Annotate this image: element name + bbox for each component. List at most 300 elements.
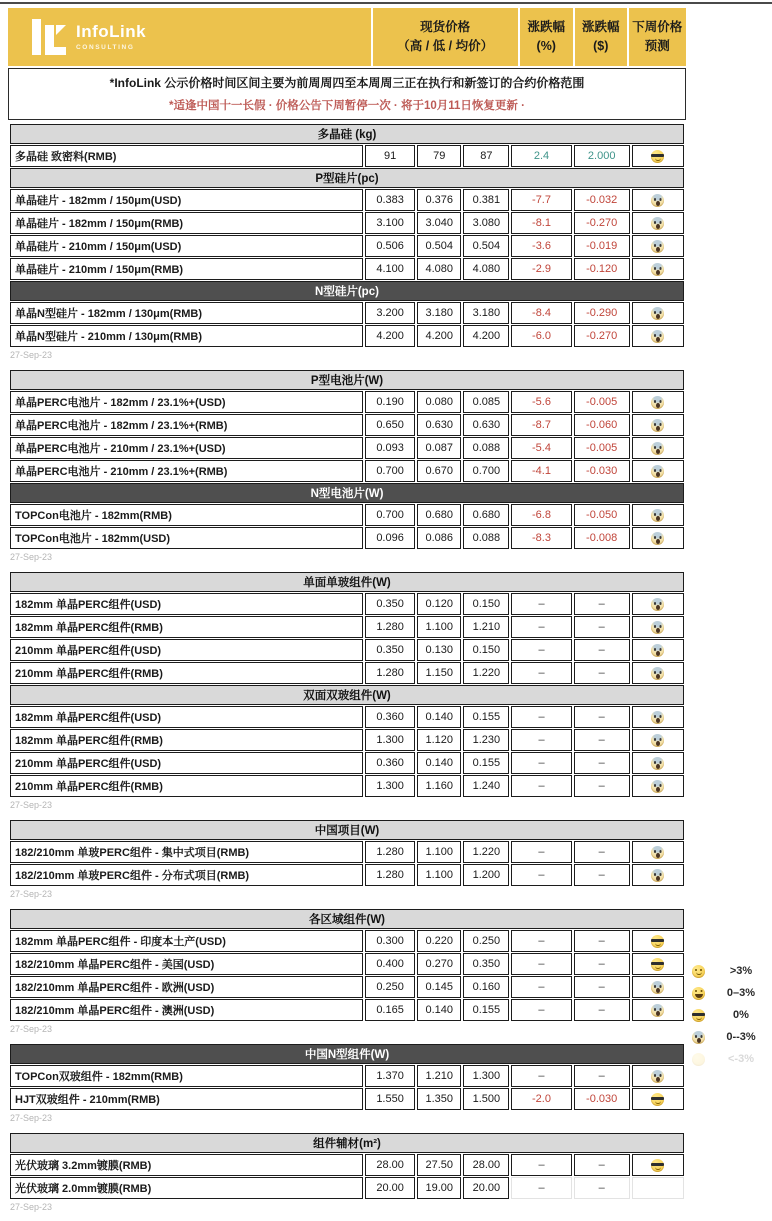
change-pct: 2.4 [511,145,571,167]
table-row [10,414,684,436]
change-pct: – [511,616,571,638]
table-row [10,775,684,797]
scream-emoji [651,532,664,545]
change-usd: -0.120 [574,258,630,280]
forecast-cell [632,258,684,280]
forecast-cell [632,414,684,436]
price-high: 91 [365,145,415,167]
change-usd: – [574,662,630,684]
change-usd: – [574,953,630,975]
table-row [10,706,684,728]
product-label: 182/210mm 单晶PERC组件 - 澳洲(USD) [10,999,363,1021]
price-avg: 0.088 [463,437,509,459]
change-usd: -0.005 [574,437,630,459]
change-pct: – [511,729,571,751]
price-avg: 0.680 [463,504,509,526]
forecast-cell [632,1088,684,1110]
scream-emoji [651,981,664,994]
change-pct: -2.9 [511,258,571,280]
price-high: 0.383 [365,189,415,211]
price-low: 0.145 [417,976,461,998]
change-pct: – [511,775,571,797]
scream-emoji [692,1031,705,1044]
change-usd: -0.030 [574,1088,630,1110]
table-row [10,593,684,615]
price-high: 1.550 [365,1088,415,1110]
change-usd: – [574,616,630,638]
product-label: 182mm 单晶PERC组件 - 印度本土产(USD) [10,930,363,952]
price-block [8,908,686,1022]
table-row [10,527,684,549]
block-date: 27-Sep-23 [10,1113,53,1123]
price-avg: 3.180 [463,302,509,324]
product-label: 单晶PERC电池片 - 182mm / 23.1%+(RMB) [10,414,363,436]
top-divider [0,2,772,4]
change-usd: – [574,706,630,728]
price-avg: 0.085 [463,391,509,413]
price-high: 3.100 [365,212,415,234]
change-pct: – [511,1065,571,1087]
price-block [8,369,686,550]
forecast-cell [632,212,684,234]
table-row [10,437,684,459]
product-label: HJT双玻组件 - 210mm(RMB) [10,1088,363,1110]
scream-emoji [651,509,664,522]
price-low: 0.140 [417,999,461,1021]
change-usd: -0.005 [574,391,630,413]
price-high: 0.400 [365,953,415,975]
table-row [10,864,684,886]
table-row [10,460,684,482]
product-label: 单晶N型硅片 - 210mm / 130μm(RMB) [10,325,363,347]
forecast-cell [632,729,684,751]
change-usd: – [574,593,630,615]
product-label: 多晶硅 致密料(RMB) [10,145,363,167]
legend-item [692,1026,761,1048]
block-date: 27-Sep-23 [10,800,53,810]
forecast-cell [632,325,684,347]
legend-label: <-3% [728,1053,754,1065]
table-row [10,639,684,661]
price-high: 0.093 [365,437,415,459]
price-block [8,819,686,887]
price-high: 0.190 [365,391,415,413]
price-high: 3.200 [365,302,415,324]
section-header-row [10,572,684,592]
product-label: 单晶硅片 - 182mm / 150μm(RMB) [10,212,363,234]
section-header-row [10,124,684,144]
price-high: 4.200 [365,325,415,347]
section-header: P型硅片(pc) [10,168,684,188]
table-row [10,953,684,975]
section-header: 单面单玻组件(W) [10,572,684,592]
section-header-row [10,483,684,503]
col-spot-line1: 现货价格 [420,19,471,34]
change-pct: – [511,639,571,661]
price-avg: 3.080 [463,212,509,234]
price-high: 0.300 [365,930,415,952]
change-usd: – [574,841,630,863]
grin-emoji [692,987,705,1000]
block-date: 27-Sep-23 [10,552,53,562]
cool-emoji [651,958,664,971]
section-header: 多晶硅 (kg) [10,124,684,144]
change-pct: – [511,864,571,886]
product-label: 182mm 单晶PERC组件(USD) [10,593,363,615]
logo-cell [8,8,371,66]
product-label: 182/210mm 单晶PERC组件 - 美国(USD) [10,953,363,975]
change-pct: -8.1 [511,212,571,234]
product-label: 光伏玻璃 2.0mm镀膜(RMB) [10,1177,363,1199]
product-label: 210mm 单晶PERC组件(USD) [10,639,363,661]
price-avg: 0.160 [463,976,509,998]
block-date: 27-Sep-23 [10,889,53,899]
faded-emoji [692,1053,705,1066]
scream-emoji [651,780,664,793]
price-block [8,1132,686,1200]
col-fc-line1: 下周价格 [632,19,683,34]
scream-emoji [651,621,664,634]
change-usd: -0.050 [574,504,630,526]
price-low: 1.100 [417,841,461,863]
price-avg: 0.504 [463,235,509,257]
change-usd: – [574,639,630,661]
price-low: 3.180 [417,302,461,324]
forecast-cell [632,930,684,952]
price-avg: 0.155 [463,999,509,1021]
change-pct: – [511,930,571,952]
product-label: 182/210mm 单玻PERC组件 - 集中式项目(RMB) [10,841,363,863]
cool-emoji [651,1093,664,1106]
legend-label: >3% [729,965,753,977]
price-high: 0.700 [365,504,415,526]
price-avg: 0.700 [463,460,509,482]
scream-emoji [651,846,664,859]
legend-item [692,960,761,982]
forecast-legend [692,960,761,1070]
section-header: P型电池片(W) [10,370,684,390]
product-label: TOPCon双玻组件 - 182mm(RMB) [10,1065,363,1087]
product-label: 182mm 单晶PERC组件(RMB) [10,616,363,638]
forecast-cell [632,460,684,482]
forecast-cell [632,999,684,1021]
legend-label: 0–3% [726,987,756,999]
price-high: 0.096 [365,527,415,549]
legend-item [692,1048,761,1070]
product-label: 210mm 单晶PERC组件(RMB) [10,662,363,684]
product-label: 210mm 单晶PERC组件(USD) [10,752,363,774]
price-low: 0.130 [417,639,461,661]
scream-emoji [651,644,664,657]
smile-emoji [692,965,705,978]
brand-header [8,8,686,66]
block-date: 27-Sep-23 [10,350,53,360]
price-low: 19.00 [417,1177,461,1199]
product-label: 单晶PERC电池片 - 210mm / 23.1%+(RMB) [10,460,363,482]
price-avg: 1.300 [463,1065,509,1087]
price-low: 27.50 [417,1154,461,1176]
price-block [8,571,686,798]
table-row [10,1088,684,1110]
table-row [10,1154,684,1176]
table-row [10,1177,684,1199]
table-row [10,235,684,257]
scream-emoji [651,667,664,680]
change-pct: -8.3 [511,527,571,549]
scream-emoji [651,217,664,230]
scream-emoji [651,330,664,343]
price-low: 0.504 [417,235,461,257]
change-usd: – [574,1065,630,1087]
price-high: 1.300 [365,729,415,751]
price-avg: 0.250 [463,930,509,952]
product-label: 单晶硅片 - 210mm / 150μm(RMB) [10,258,363,280]
product-label: 单晶PERC电池片 - 210mm / 23.1%+(USD) [10,437,363,459]
forecast-cell [632,775,684,797]
change-pct: – [511,999,571,1021]
price-low: 1.100 [417,616,461,638]
price-table [8,123,686,1211]
table-row [10,212,684,234]
price-avg: 4.080 [463,258,509,280]
section-header: N型硅片(pc) [10,281,684,301]
column-header-change-pct [520,8,574,66]
price-avg: 20.00 [463,1177,509,1199]
price-high: 4.100 [365,258,415,280]
price-high: 0.360 [365,752,415,774]
product-label: 光伏玻璃 3.2mm镀膜(RMB) [10,1154,363,1176]
section-header: 双面双玻组件(W) [10,685,684,705]
scream-emoji [651,869,664,882]
forecast-cell [632,662,684,684]
scream-emoji [651,240,664,253]
column-header-spot-price [373,8,518,66]
forecast-cell [632,189,684,211]
change-pct: -4.1 [511,460,571,482]
col-pct-line1: 涨跌幅 [527,19,566,34]
section-header-row [10,168,684,188]
price-high: 0.165 [365,999,415,1021]
price-low: 0.670 [417,460,461,482]
price-low: 0.140 [417,706,461,728]
brand-name: InfoLink [76,22,147,42]
brand-subtitle: CONSULTING [76,43,135,51]
price-low: 0.220 [417,930,461,952]
price-high: 0.350 [365,593,415,615]
change-pct: – [511,662,571,684]
change-usd: – [574,752,630,774]
change-usd: – [574,729,630,751]
legend-label: 0% [733,1009,749,1021]
price-high: 0.250 [365,976,415,998]
price-avg: 0.350 [463,953,509,975]
change-pct: -3.6 [511,235,571,257]
table-row [10,302,684,324]
change-usd: -0.290 [574,302,630,324]
price-low: 0.270 [417,953,461,975]
scream-emoji [651,396,664,409]
scream-emoji [651,598,664,611]
forecast-cell [632,706,684,728]
change-pct: -6.8 [511,504,571,526]
change-pct: – [511,593,571,615]
change-pct: -5.4 [511,437,571,459]
change-pct: -2.0 [511,1088,571,1110]
change-pct: -5.6 [511,391,571,413]
forecast-cell [632,841,684,863]
price-report [8,8,686,1221]
scream-emoji [651,194,664,207]
price-low: 0.140 [417,752,461,774]
product-label: 单晶硅片 - 182mm / 150μm(USD) [10,189,363,211]
table-row [10,976,684,998]
scream-emoji [651,263,664,276]
change-usd: -0.019 [574,235,630,257]
table-row [10,504,684,526]
legend-item [692,1004,761,1026]
table-row [10,1065,684,1087]
change-pct: – [511,841,571,863]
forecast-cell [632,1177,684,1199]
section-header: 组件辅材(m²) [10,1133,684,1153]
block-date: 27-Sep-23 [10,1202,53,1212]
price-avg: 0.630 [463,414,509,436]
section-header: N型电池片(W) [10,483,684,503]
price-avg: 1.210 [463,616,509,638]
forecast-cell [632,527,684,549]
table-row [10,145,684,167]
change-usd: -0.270 [574,212,630,234]
price-block [8,123,686,348]
column-header-change-usd [575,8,627,66]
price-avg: 1.230 [463,729,509,751]
legend-label: 0--3% [726,1031,756,1043]
forecast-cell [632,302,684,324]
price-avg: 0.155 [463,752,509,774]
price-avg: 1.220 [463,841,509,863]
change-usd: – [574,930,630,952]
table-row [10,999,684,1021]
section-header-row [10,820,684,840]
brand-text [76,23,146,51]
forecast-cell [632,145,684,167]
product-label: 单晶硅片 - 210mm / 150μm(USD) [10,235,363,257]
price-low: 1.160 [417,775,461,797]
change-usd: -0.030 [574,460,630,482]
change-pct: – [511,752,571,774]
product-label: 210mm 单晶PERC组件(RMB) [10,775,363,797]
price-low: 0.086 [417,527,461,549]
section-header-row [10,1133,684,1153]
table-row [10,729,684,751]
scream-emoji [651,734,664,747]
price-high: 0.650 [365,414,415,436]
product-label: 182mm 单晶PERC组件(RMB) [10,729,363,751]
section-header: 中国项目(W) [10,820,684,840]
column-header-forecast [629,8,686,66]
product-label: 182/210mm 单玻PERC组件 - 分布式项目(RMB) [10,864,363,886]
section-header: 各区域组件(W) [10,909,684,929]
cool-emoji [651,935,664,948]
price-high: 1.280 [365,864,415,886]
table-row [10,258,684,280]
scream-emoji [651,307,664,320]
price-low: 4.200 [417,325,461,347]
price-high: 0.350 [365,639,415,661]
change-usd: -0.060 [574,414,630,436]
price-avg: 0.088 [463,527,509,549]
price-low: 1.350 [417,1088,461,1110]
scream-emoji [651,465,664,478]
change-usd: -0.032 [574,189,630,211]
price-low: 0.080 [417,391,461,413]
cool-emoji [692,1009,705,1022]
forecast-cell [632,1154,684,1176]
price-avg: 0.150 [463,593,509,615]
scream-emoji [651,757,664,770]
section-header-row [10,1044,684,1064]
section-header-row [10,281,684,301]
col-spot-line2: （高 / 低 / 均价） [397,39,494,53]
change-usd: – [574,999,630,1021]
product-label: TOPCon电池片 - 182mm(USD) [10,527,363,549]
change-usd: – [574,1177,630,1199]
price-low: 3.040 [417,212,461,234]
forecast-cell [632,1065,684,1087]
table-row [10,616,684,638]
table-row [10,930,684,952]
price-high: 0.700 [365,460,415,482]
product-label: 单晶N型硅片 - 182mm / 130μm(RMB) [10,302,363,324]
notice-box [8,68,686,120]
price-avg: 0.155 [463,706,509,728]
price-avg: 4.200 [463,325,509,347]
scream-emoji [651,419,664,432]
block-date: 27-Sep-23 [10,1024,53,1034]
price-high: 1.280 [365,841,415,863]
change-usd: – [574,864,630,886]
price-avg: 28.00 [463,1154,509,1176]
cool-emoji [651,1159,664,1172]
section-header-row [10,909,684,929]
price-low: 1.150 [417,662,461,684]
price-high: 28.00 [365,1154,415,1176]
col-usd-line2: ($) [593,39,609,53]
forecast-cell [632,504,684,526]
forecast-cell [632,953,684,975]
section-header-row [10,685,684,705]
legend-item [692,982,761,1004]
notice-price-range: *InfoLink 公示价格时间区间主要为前周周四至本周周三正在执行和新签订的合约价格范围 [109,76,585,90]
forecast-cell [632,235,684,257]
infolink-logo-icon [32,19,66,55]
table-row [10,391,684,413]
price-high: 0.360 [365,706,415,728]
change-pct: -8.7 [511,414,571,436]
price-low: 0.680 [417,504,461,526]
price-low: 1.100 [417,864,461,886]
product-label: 182mm 单晶PERC组件(USD) [10,706,363,728]
section-header-row [10,370,684,390]
notice-holiday: *适逢中国十一长假 · 价格公告下周暂停一次 · 将于10月11日恢复更新 · [169,100,525,112]
col-fc-line2: 预测 [644,39,670,53]
price-high: 20.00 [365,1177,415,1199]
forecast-cell [632,976,684,998]
forecast-cell [632,616,684,638]
price-high: 0.506 [365,235,415,257]
forecast-cell [632,639,684,661]
change-pct: -8.4 [511,302,571,324]
